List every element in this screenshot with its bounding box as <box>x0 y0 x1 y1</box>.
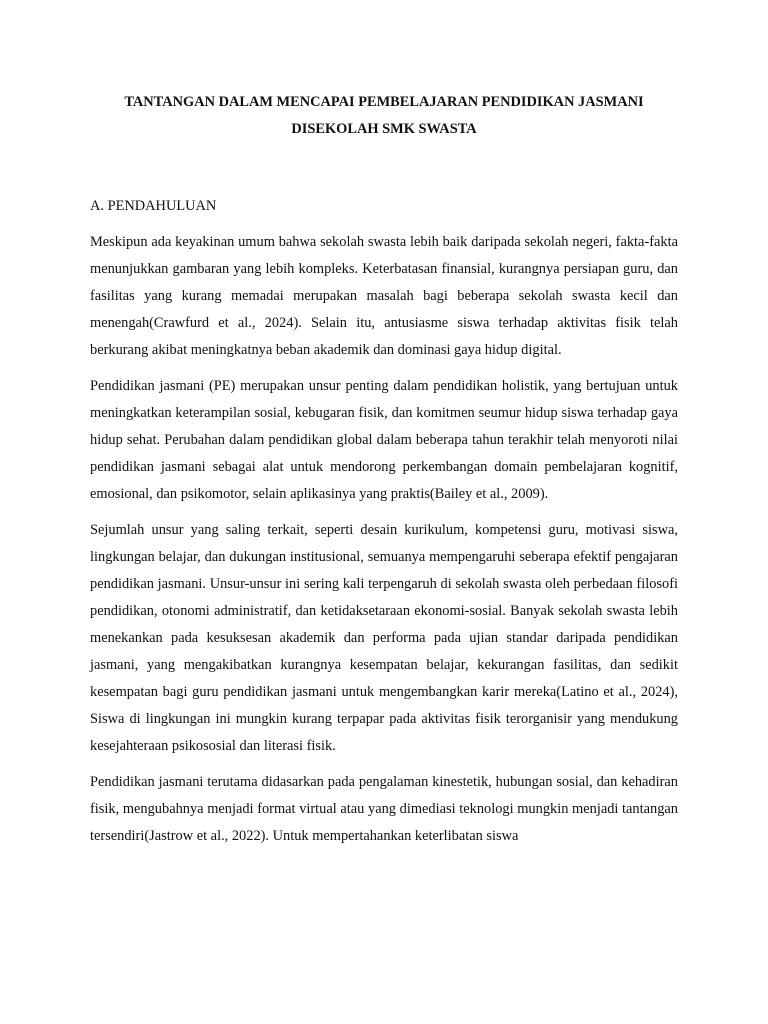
paragraph-3: Sejumlah unsur yang saling terkait, seperti desain kurikulum, kompetensi guru, motivasi siswa, lingkungan belajar, dan dukungan institusional, semuanya mempengaruhi seberapa efektif pengajaran pendidikan jasmani. Unsur-unsur ini sering kali terpengaruh di sekolah swasta oleh perbedaan filosofi pendidikan, otonomi administratif, dan ketidaksetaraan ekonomi-sosial. Banyak sekolah swasta lebih menekankan pada kesuksesan akademik dan performa pada ujian standar daripada pendidikan jasmani, yang mengakibatkan kurangnya kesempatan belajar, kekurangan fasilitas, dan sedikit kesempatan bagi guru pendidikan jasmani untuk mengembangkan karir mereka(Latino et al., 2024), Siswa di lingkungan ini mungkin kurang terpapar pada aktivitas fisik terorganisir yang mendukung kesejahteraan psikososial dan literasi fisik. <box>90 522 678 754</box>
paragraph-1: Meskipun ada keyakinan umum bahwa sekolah swasta lebih baik daripada sekolah negeri, fakta-fakta menunjukkan gambaran yang lebih kompleks. Keterbatasan finansial, kurangnya persiapan guru, dan fasilitas yang kurang memadai merupakan masalah bagi beberapa sekolah swasta kecil dan menengah(Crawfurd et al., 2024). Selain itu, antusiasme siswa terhadap aktivitas fisik telah berkurang akibat meningkatnya beban akademik dan dominasi gaya hidup digital. <box>90 234 678 358</box>
section-heading: A. PENDAHULUAN <box>90 198 217 214</box>
document-page <box>90 89 678 859</box>
paragraph-2: Pendidikan jasmani (PE) merupakan unsur penting dalam pendidikan holistik, yang bertujuan untuk meningkatkan keterampilan sosial, kebugaran fisik, dan komitmen seumur hidup siswa terhadap gaya hidup sehat. Perubahan dalam pendidikan global dalam beberapa tahun terakhir telah menyoroti nilai pendidikan jasmani sebagai alat untuk mendorong perkembangan domain pembelajaran kognitif, emosional, dan psikomotor, selain aplikasinya yang praktis(Bailey et al., 2009). <box>90 378 678 502</box>
paragraph-4: Pendidikan jasmani terutama didasarkan pada pengalaman kinestetik, hubungan sosial, dan kehadiran fisik, mengubahnya menjadi format virtual atau yang dimediasi teknologi mungkin menjadi tantangan tersendiri(Jastrow et al., 2022). Untuk mempertahankan keterlibatan siswa <box>90 774 678 844</box>
document-title: TANTANGAN DALAM MENCAPAI PEMBELAJARAN PENDIDIKAN JASMANI DISEKOLAH SMK SWASTA <box>124 94 644 137</box>
